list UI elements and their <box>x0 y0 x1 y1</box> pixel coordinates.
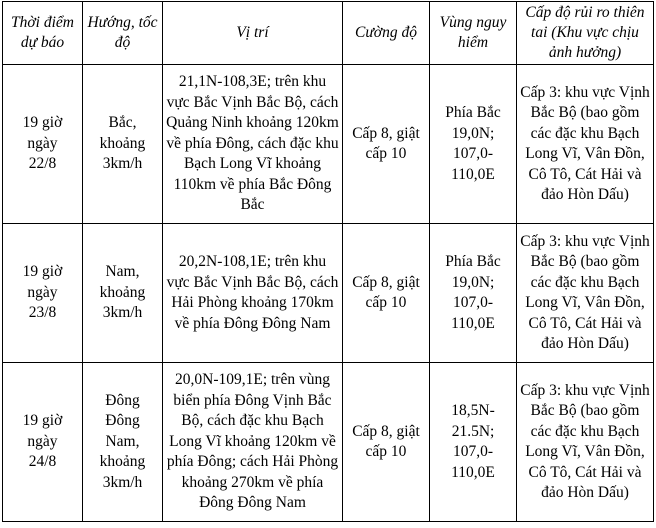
header-danger-zone: Vùng nguy hiểm <box>430 2 517 65</box>
risk-level-text: Cấp 3: khu vực Vịnh Bắc Bộ (bao gồm các đặc khu Bạch Long Vĩ, Vân Đồn, Cô Tô, Cát Hải và đảo Hòn Dấu) <box>520 381 650 501</box>
header-risk-level: Cấp độ rủi ro thiên tai (Khu vực chịu ảnh hưởng) <box>517 2 654 65</box>
time-text: 19 giờ ngày 22/8 <box>22 114 63 173</box>
cell-direction <box>83 224 163 363</box>
direction-text: Nam, khoảng 3km/h <box>99 263 146 322</box>
cell-time <box>3 65 83 224</box>
intensity-text: Cấp 8, giật cấp 10 <box>352 124 420 162</box>
time-text: 19 giờ ngày 24/8 <box>22 412 63 471</box>
header-forecast-time: Thời điểm dự báo <box>3 2 83 65</box>
cell-position <box>163 224 343 363</box>
forecast-table <box>2 1 654 522</box>
cell-risk-level <box>517 65 654 224</box>
header-direction-speed: Hướng, tốc độ <box>83 2 163 65</box>
cell-danger-zone <box>430 224 517 363</box>
cell-time <box>3 363 83 522</box>
position-text: 20,0N-109,1E; trên vùng biển phía Đông Vịnh Bắc Bộ, cách đặc khu Bạch Long Vĩ khoảng 120km về phía Đông; cách Hải Phòng khoảng 270km về phía Đông Đông Nam <box>166 371 339 512</box>
table-row <box>3 65 654 224</box>
cell-intensity <box>343 363 430 522</box>
cell-risk-level <box>517 224 654 363</box>
direction-text: Bắc, khoảng 3km/h <box>99 114 146 173</box>
table-row <box>3 363 654 522</box>
cell-intensity <box>343 224 430 363</box>
table-header-row <box>3 2 654 65</box>
cell-direction <box>83 363 163 522</box>
cell-risk-level <box>517 363 654 522</box>
intensity-text: Cấp 8, giật cấp 10 <box>352 422 420 460</box>
intensity-text: Cấp 8, giật cấp 10 <box>352 273 420 311</box>
position-text: 21,1N-108,3E; trên khu vực Bắc Vịnh Bắc Bộ, cách Quảng Ninh khoảng 120km về phía Đông, cách đặc khu Bạch Long Vĩ khoảng 110km về phía Bắc Đông Bắc <box>166 73 339 214</box>
cell-intensity <box>343 65 430 224</box>
cell-danger-zone <box>430 363 517 522</box>
cell-position <box>163 363 343 522</box>
cell-danger-zone <box>430 65 517 224</box>
risk-level-text: Cấp 3: khu vực Vịnh Bắc Bộ (bao gồm các đặc khu Bạch Long Vĩ, Vân Đồn, Cô Tô, Cát Hải và đảo Hòn Dấu) <box>520 232 650 352</box>
cell-position <box>163 65 343 224</box>
table-row <box>3 224 654 363</box>
header-position: Vị trí <box>163 2 343 65</box>
time-text: 19 giờ ngày 23/8 <box>22 263 63 322</box>
header-intensity: Cường độ <box>343 2 430 65</box>
danger-zone-text: Phía Bắc 19,0N; 107,0-110,0E <box>445 104 501 183</box>
risk-level-text: Cấp 3: khu vực Vịnh Bắc Bộ (bao gồm các đặc khu Bạch Long Vĩ, Vân Đồn, Cô Tô, Cát Hải và đảo Hòn Dấu) <box>520 83 650 203</box>
danger-zone-text: 18,5N-21.5N; 107,0-110,0E <box>451 402 495 481</box>
direction-text: Đông Đông Nam, khoảng 3km/h <box>99 391 146 491</box>
position-text: 20,2N-108,1E; trên khu vực Bắc Vịnh Bắc Bộ, cách Hải Phòng khoảng 170km về phía Đông Đông Nam <box>166 253 339 332</box>
danger-zone-text: Phía Bắc 19,0N; 107,0-110,0E <box>445 253 501 332</box>
cell-time <box>3 224 83 363</box>
cell-direction <box>83 65 163 224</box>
